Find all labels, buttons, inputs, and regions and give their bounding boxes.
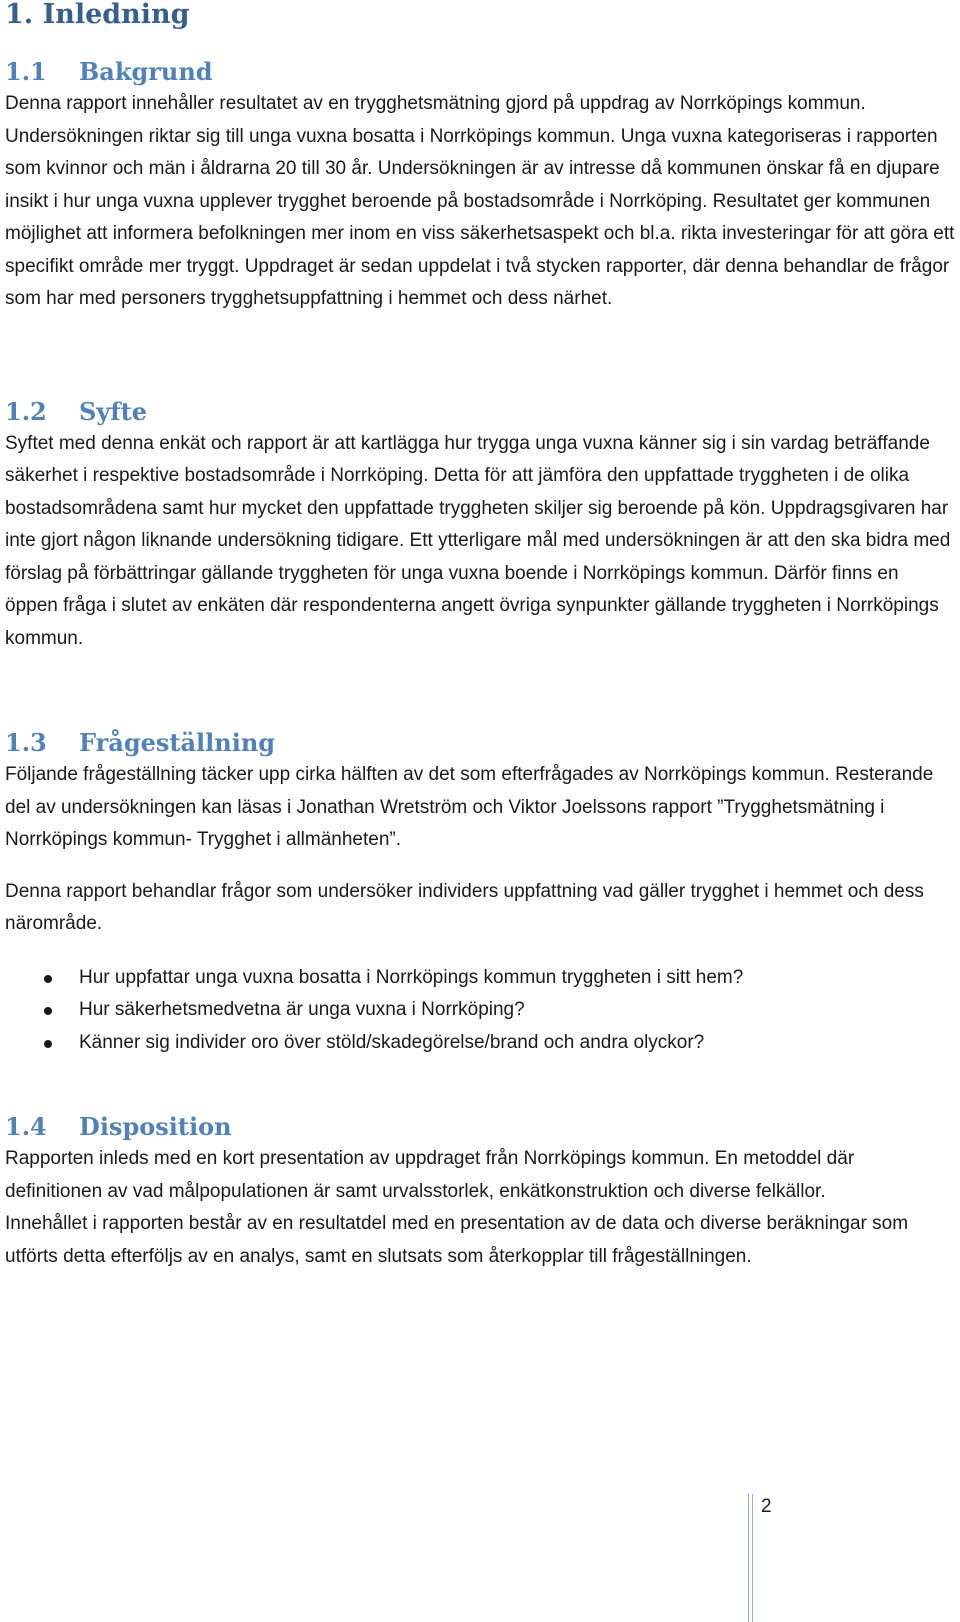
section-heading-fragestallning: [5, 727, 955, 759]
question-list: [5, 962, 955, 1060]
list-item: [5, 994, 955, 1027]
list-item-text: Hur uppfattar unga vuxna bosatta i Norrköpings kommun tryggheten i sitt hem?: [79, 966, 744, 988]
section-title: Syfte: [79, 396, 147, 426]
page-number: 2: [761, 1496, 772, 1517]
paragraph-fragestallning-1: Följande frågeställning täcker upp cirka hälften av det som efterfrågades av Norrköpings kommun. Resterande del av undersökningen kan läsas i Jonathan Wretström och Viktor Joelssons rapport ”Trygghetsmätning i Norrköpings kommun- Trygghet i allmänheten”.: [5, 764, 934, 850]
bullet-icon: [44, 1007, 52, 1015]
list-item: [5, 1027, 955, 1060]
section-title: Disposition: [79, 1112, 232, 1141]
section-heading-bakgrund: [5, 56, 955, 88]
footer-divider: [748, 1494, 753, 1622]
chapter-number: 1.: [5, 0, 34, 30]
list-item: [5, 962, 955, 995]
chapter-title: Inledning: [42, 0, 190, 30]
bullet-icon: [44, 975, 52, 983]
section-title: Frågeställning: [79, 728, 276, 757]
section-number: 1.4: [5, 1112, 47, 1141]
list-item-text: Känner sig individer oro över stöld/skadegörelse/brand och andra olyckor?: [79, 1031, 705, 1053]
list-item-text: Hur säkerhetsmedvetna är unga vuxna i Norrköping?: [79, 999, 525, 1020]
document-page: [5, 0, 955, 1273]
paragraph-disposition-1: Rapporten inleds med en kort presentation av uppdraget från Norrköpings kommun. En metoddel där definitionen av vad målpopulationen är samt urvalsstorlek, enkätkonstruktion och diverse felkällor.: [5, 1148, 855, 1202]
paragraph-fragestallning-2: Denna rapport behandlar frågor som undersöker individers uppfattning vad gäller trygghet i hemmet och dess närområde.: [5, 880, 924, 934]
paragraph-disposition-2: Innehållet i rapporten består av en resultatdel med en presentation av de data och diverse beräkningar som utförts detta efterföljs av en analys, samt en slutsats som återkopplar till frågeställningen.: [5, 1213, 909, 1267]
section-heading-disposition: [5, 1111, 955, 1143]
section-title: Bakgrund: [79, 57, 213, 86]
bullet-icon: [44, 1040, 52, 1048]
section-number: 1.3: [5, 728, 47, 757]
section-number: 1.2: [5, 396, 47, 426]
chapter-heading: [5, 0, 955, 30]
section-heading-syfte: [5, 396, 955, 428]
paragraph-syfte: Syftet med denna enkät och rapport är att kartlägga hur trygga unga vuxna känner sig i sin vardag beträffande säkerhet i respektive bostadsområde i Norrköping. Detta för att jämföra den uppfattade tryggheten i de olika bostadsområdena samt hur mycket den uppfattade tryggheten skiljer sig beroende på kön. Uppdragsgivaren har inte gjort någon liknande undersökning tidigare. Ett ytterligare mål med undersökningen är att den ska bidra med förslag på förbättringar gällande tryggheten för unga vuxna boende i Norrköpings kommun. Därför finns en öppen fråga i slutet av enkäten där respondenterna angett övriga synpunkter gällande tryggheten i Norrköpings kommun.: [5, 432, 951, 649]
paragraph-bakgrund: Denna rapport innehåller resultatet av en trygghetsmätning gjord på uppdrag av Norrköpings kommun. Undersökningen riktar sig till unga vuxna bosatta i Norrköpings kommun. Unga vuxna kategoriseras i rapporten som kvinnor och män i åldrarna 20 till 30 år. Undersökningen är av intresse då kommunen önskar få en djupare insikt i hur unga vuxna upplever trygghet beroende på bostadsområde i Norrköping. Resultatet ger kommunen möjlighet att informera befolkningen mer inom en viss säkerhetsaspekt och bl.a. rikta investeringar för att göra ett specifikt område mer tryggt. Uppdraget är sedan uppdelat i två stycken rapporter, där denna behandlar de frågor som har med personers trygghetsuppfattning i hemmet och dess närhet.: [5, 93, 955, 309]
section-number: 1.1: [5, 57, 47, 86]
